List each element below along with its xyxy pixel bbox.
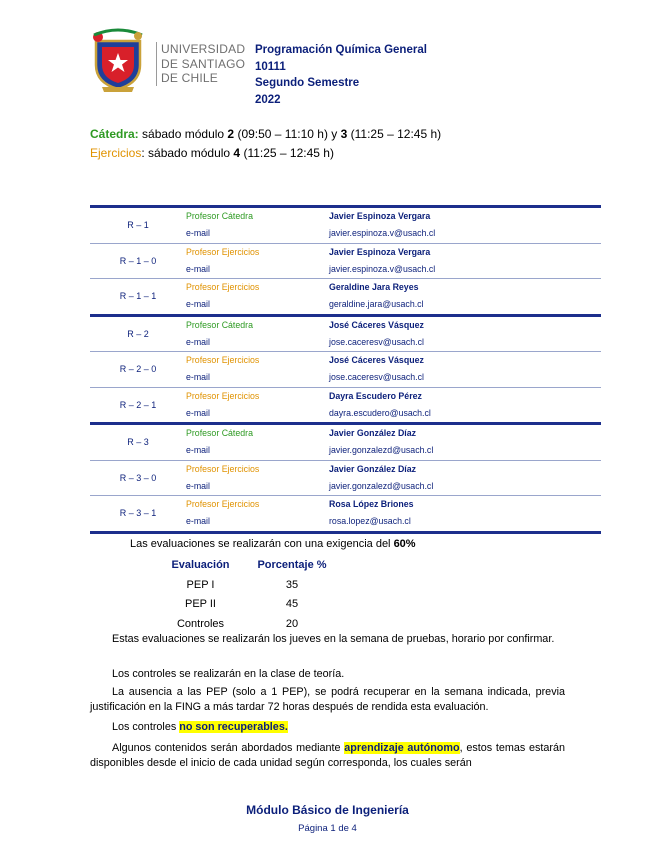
section-code: R – 3: [127, 437, 149, 448]
role-label: Profesor Ejercicios: [186, 246, 260, 257]
professor-email[interactable]: javier.espinoza.v@usach.cl: [329, 263, 436, 274]
section-code: R – 2 – 1: [119, 399, 157, 410]
professor-email[interactable]: javier.espinoza.v@usach.cl: [329, 228, 436, 238]
professor-name: Dayra Escudero Pérez: [329, 390, 422, 401]
course-year: 2022: [255, 93, 281, 106]
paragraph-text: Los controles: [112, 721, 180, 733]
course-name: Programación Química General: [255, 44, 427, 56]
professor-name: Javier Espinoza Vergara: [329, 246, 431, 257]
table-row: [148, 595, 331, 615]
table-row: [90, 244, 601, 280]
role-label: Profesor Ejercicios: [186, 355, 260, 365]
section-group: [90, 422, 601, 531]
section-code: R – 3 – 0: [119, 472, 157, 483]
module-number: 2: [227, 127, 235, 141]
email-label: e-mail: [186, 407, 210, 418]
footer-title: Módulo Básico de Ingeniería: [246, 803, 409, 817]
evaluation-name: PEP I: [186, 578, 215, 591]
section-group: [90, 205, 601, 314]
evaluation-header-row: [148, 556, 331, 576]
email-label: e-mail: [186, 228, 210, 238]
professor-email[interactable]: jose.caceresv@usach.cl: [329, 336, 424, 347]
email-label: e-mail: [186, 372, 210, 382]
professor-name: Javier Espinoza Vergara: [329, 211, 431, 221]
university-name-line: DE CHILE: [161, 71, 218, 85]
highlighted-text: aprendizaje autónomo: [344, 742, 460, 754]
course-info: [255, 42, 427, 108]
page-number: Página 1 de 4: [298, 823, 357, 834]
section-code: R – 2 – 0: [119, 364, 157, 375]
professor-name: Geraldine Jara Reyes: [329, 282, 419, 292]
course-semester: Segundo Semestre: [255, 77, 360, 89]
role-label: Profesor Ejercicios: [186, 282, 260, 292]
evaluation-name: PEP II: [185, 598, 216, 610]
evaluation-weight: 20: [285, 617, 299, 630]
module-number: 3: [340, 127, 348, 141]
table-row: [148, 576, 331, 596]
schedule-text: sábado módulo: [138, 127, 228, 141]
ejercicios-label: Ejercicios: [90, 146, 142, 160]
paragraph-text: , estos temas estarán disponibles desde el inicio de cada unidad según corresponda, los cuales serán: [90, 742, 565, 769]
professor-email[interactable]: rosa.lopez@usach.cl: [329, 516, 411, 526]
email-label: e-mail: [186, 445, 210, 455]
section-code: R – 1 – 1: [119, 291, 157, 302]
role-label: Profesor Ejercicios: [186, 463, 260, 474]
ejercicios-schedule: [90, 146, 334, 160]
paragraph-autonomous: [90, 741, 565, 771]
evaluation-name: Controles: [176, 617, 225, 630]
section-group: [90, 314, 601, 423]
table-row: [90, 496, 601, 531]
column-header: Evaluación: [171, 559, 230, 571]
email-label: e-mail: [186, 516, 210, 526]
evaluation-percentage: 60%: [393, 538, 416, 550]
section-code: R – 1: [127, 220, 149, 231]
professor-email[interactable]: javier.gonzalezd@usach.cl: [329, 445, 434, 455]
section-code: R – 1 – 0: [119, 255, 157, 266]
schedule-time: (11:25 – 12:45 h): [240, 146, 334, 160]
professor-email[interactable]: jose.caceresv@usach.cl: [329, 372, 424, 382]
schedule-text: : sábado módulo: [141, 146, 234, 160]
email-label: e-mail: [186, 336, 210, 347]
schedule-time: (09:50 – 11:10 h) y: [234, 127, 341, 141]
professor-name: José Cáceres Vásquez: [329, 355, 424, 365]
university-crest-logo: [88, 27, 148, 93]
table-row: [90, 352, 601, 388]
evaluation-intro-text: Las evaluaciones se realizarán con una exigencia del: [130, 538, 394, 550]
course-code: 10111: [255, 60, 286, 73]
professor-email[interactable]: geraldine.jara@usach.cl: [329, 299, 424, 309]
role-label: Profesor Cátedra: [186, 428, 253, 438]
evaluation-intro: [130, 538, 416, 550]
module-number: 4: [233, 146, 241, 160]
evaluation-weight: 35: [285, 578, 299, 591]
table-row: [90, 279, 601, 314]
catedra-label: Cátedra:: [90, 127, 139, 141]
highlighted-text: no son recuperables.: [179, 721, 288, 733]
email-label: e-mail: [186, 263, 210, 274]
role-label: Profesor Ejercicios: [186, 390, 260, 401]
university-name: [156, 42, 245, 86]
professor-name: José Cáceres Vásquez: [329, 319, 424, 330]
column-header: Porcentaje %: [257, 559, 327, 571]
professor-email[interactable]: javier.gonzalezd@usach.cl: [329, 480, 434, 491]
evaluation-weight: 45: [285, 598, 299, 610]
catedra-schedule: [90, 127, 441, 141]
section-code: R – 3 – 1: [119, 508, 157, 519]
paragraph-text: Algunos contenidos serán abordados mediante: [112, 742, 345, 754]
table-bottom-rule: [90, 531, 601, 534]
table-row: [90, 388, 601, 423]
paragraph-controls: Los controles se realizarán en la clase de teoría.: [112, 668, 345, 680]
role-label: Profesor Ejercicios: [186, 499, 260, 509]
section-code: R – 2: [127, 328, 149, 339]
table-row: [90, 317, 601, 353]
paragraph-absence: La ausencia a las PEP (solo a 1 PEP), se podrá recuperar en la semana indicada, previa justificación en la FING a más tardar 72 horas después de rendida esta evaluación.: [90, 686, 565, 713]
role-label: Profesor Cátedra: [186, 211, 253, 221]
table-row: [90, 208, 601, 244]
professor-name: Javier González Díaz: [329, 428, 417, 438]
schedule-time: (11:25 – 12:45 h): [347, 127, 442, 141]
university-name-line: UNIVERSIDAD: [161, 42, 246, 56]
email-label: e-mail: [186, 480, 210, 491]
professor-name: Rosa López Briones: [329, 499, 414, 509]
table-row: [90, 461, 601, 497]
university-name-line: DE SANTIAGO: [161, 56, 246, 71]
paragraph-non-recoverable: [90, 720, 565, 735]
role-label: Profesor Cátedra: [186, 319, 253, 330]
evaluation-table: [148, 556, 331, 634]
email-label: e-mail: [186, 299, 210, 309]
paragraph-schedule: Estas evaluaciones se realizarán los jueves en la semana de pruebas, horario por confirmar.: [112, 633, 555, 645]
sections-table: [90, 205, 601, 534]
table-row: [90, 425, 601, 461]
professor-email[interactable]: dayra.escudero@usach.cl: [329, 407, 431, 418]
professor-name: Javier González Díaz: [329, 463, 417, 474]
